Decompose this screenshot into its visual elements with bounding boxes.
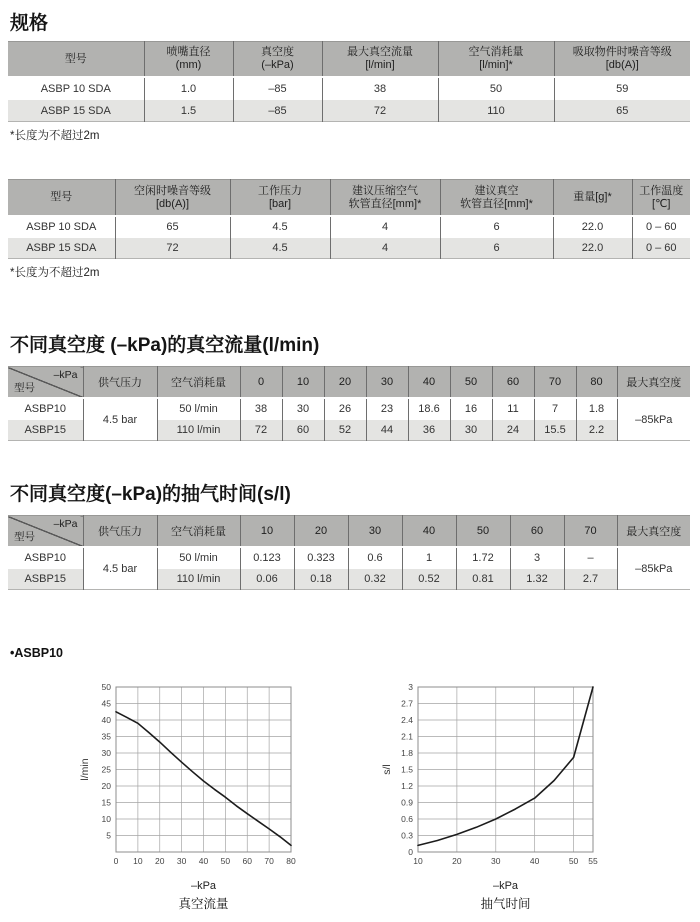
evac-table-header-row: [8, 516, 690, 548]
y-tick-label: 2.4: [401, 715, 413, 725]
y-tick-label: 40: [101, 715, 111, 725]
col-header-model: 型号: [8, 180, 115, 217]
cell: 50: [438, 77, 554, 100]
cell: 3: [510, 547, 564, 569]
y-tick-label: 45: [101, 698, 111, 709]
table-row: [8, 77, 690, 100]
cell-model: ASBP15: [8, 569, 83, 590]
cell: 0.323: [294, 547, 348, 569]
col-header-kpa: 10: [282, 367, 324, 399]
cell: 0.81: [456, 569, 510, 590]
y-tick-label: 0.9: [401, 797, 413, 808]
y-tick-label: 35: [101, 731, 111, 742]
cell: 110: [438, 100, 554, 122]
y-axis-label: s/l: [381, 764, 393, 775]
vacuum-flow-plot: [71, 680, 323, 872]
cell: 38: [240, 398, 282, 420]
y-tick-label: 3: [408, 682, 413, 692]
x-tick-label: 20: [452, 856, 462, 866]
cell: 11: [492, 398, 534, 420]
y-tick-label: 25: [101, 764, 111, 775]
cell-consumption: 50 l/min: [157, 547, 240, 569]
cell-consumption: 110 l/min: [157, 420, 240, 441]
col-header-nozzle-diameter: 喷嘴直径 (mm): [144, 42, 233, 78]
x-tick-label: 70: [264, 856, 274, 866]
cell: 4: [330, 216, 440, 238]
section-title-evac: 不同真空度(–kPa)的抽气时间(s/l): [10, 484, 291, 505]
col-header-kpa: 10: [240, 516, 294, 548]
col-header-kpa: 50: [450, 367, 492, 399]
spec-table-2-header-row: [8, 180, 690, 217]
x-tick-label: 10: [133, 856, 143, 866]
y-tick-label: 1.8: [401, 748, 413, 758]
evacuation-time-chart: [373, 680, 625, 912]
cell: 6: [440, 216, 553, 238]
y-tick-label: 50: [101, 682, 111, 692]
y-tick-label: 30: [101, 748, 111, 758]
cell: 0 – 60: [632, 216, 690, 238]
col-header-kpa: 70: [534, 367, 576, 399]
col-header-supply-pressure: 供气压力: [83, 516, 157, 548]
cell-model: ASBP15: [8, 420, 83, 441]
cell: 2.2: [576, 420, 617, 441]
cell: 2.7: [564, 569, 617, 590]
spec-table-header-row: [8, 42, 690, 78]
cell: 0.52: [402, 569, 456, 590]
cell: 72: [240, 420, 282, 441]
y-tick-label: 10: [101, 814, 111, 824]
col-header-max-vacuum: 最大真空度: [617, 516, 690, 548]
col-header-kpa: 0: [240, 367, 282, 399]
cell-supply-pressure: 4.5 bar: [83, 547, 157, 590]
cell-model: ASBP10: [8, 547, 83, 569]
y-tick-label: 1.5: [401, 764, 413, 775]
cell: 0.06: [240, 569, 294, 590]
y-axis-label: l/min: [79, 758, 91, 781]
x-tick-label: 40: [529, 856, 540, 866]
vacuum-flow-table: [8, 366, 690, 441]
diagonal-header-model-kpa: –kPa 型号: [8, 367, 83, 399]
footnote: *长度为不超过2m: [10, 130, 100, 142]
col-header-kpa: 50: [456, 516, 510, 548]
cell: 1.5: [144, 100, 233, 122]
cell: 1.32: [510, 569, 564, 590]
cell: –85: [233, 77, 322, 100]
col-header-noise-pickup: 吸取物件时噪音等级 [db(A)]: [554, 42, 690, 78]
cell: 7: [534, 398, 576, 420]
cell-max-vacuum: –85kPa: [617, 547, 690, 590]
col-header-max-flow: 最大真空流量 [l/min]: [322, 42, 438, 78]
cell: 23: [366, 398, 408, 420]
x-tick-label: 50: [220, 856, 231, 866]
col-header-kpa: 80: [576, 367, 617, 399]
col-header-kpa: 60: [510, 516, 564, 548]
col-header-kpa: 20: [324, 367, 366, 399]
cell: 1: [402, 547, 456, 569]
cell: 4.5: [230, 216, 330, 238]
cell: 0.123: [240, 547, 294, 569]
cell: 18.6: [408, 398, 450, 420]
col-header-weight: 重量[g]*: [553, 180, 632, 217]
col-header-kpa: 70: [564, 516, 617, 548]
col-header-vacuum: 真空度 (–kPa): [233, 42, 322, 78]
col-header-model: 型号: [8, 42, 144, 78]
x-tick-label: 55: [588, 856, 598, 866]
cell: 65: [554, 100, 690, 122]
section-title-spec: 规格: [10, 13, 49, 34]
diagonal-header-model-kpa: –kPa 型号: [8, 516, 83, 548]
cell: 30: [282, 398, 324, 420]
charts-row: [8, 680, 690, 912]
cell-model: ASBP 10 SDA: [8, 216, 115, 238]
evacuation-time-curve: [418, 687, 593, 845]
col-header-kpa: 40: [408, 367, 450, 399]
y-tick-label: 0.3: [401, 830, 413, 841]
cell: 59: [554, 77, 690, 100]
cell-max-vacuum: –85kPa: [617, 398, 690, 441]
table-row: [8, 216, 690, 238]
y-tick-label: 2.7: [401, 698, 413, 709]
cell: 15.5: [534, 420, 576, 441]
y-tick-label: 0.6: [401, 814, 413, 824]
col-header-air-consumption: 空气消耗量 [l/min]*: [438, 42, 554, 78]
y-tick-label: 5: [106, 830, 111, 841]
cell: 1.0: [144, 77, 233, 100]
table-row: [8, 100, 690, 122]
cell: 0 – 60: [632, 238, 690, 259]
table-row: [8, 398, 690, 420]
cell: 6: [440, 238, 553, 259]
cell: 1.72: [456, 547, 510, 569]
cell: 36: [408, 420, 450, 441]
spec-table: [8, 41, 690, 122]
spec-table-2: [8, 179, 690, 259]
x-tick-label: 60: [242, 856, 252, 866]
flow-table-header-row: [8, 367, 690, 399]
chart-caption: 真空流量: [178, 897, 229, 911]
x-tick-label: 30: [491, 856, 501, 866]
footnote: *长度为不超过2m: [10, 267, 100, 279]
col-header-working-pressure: 工作压力 [bar]: [230, 180, 330, 217]
x-tick-label: 30: [176, 856, 187, 866]
cell: 4.5: [230, 238, 330, 259]
cell: 0.18: [294, 569, 348, 590]
cell-model: ASBP 10 SDA: [8, 77, 144, 100]
cell-consumption: 110 l/min: [157, 569, 240, 590]
cell: 1.8: [576, 398, 617, 420]
x-tick-label: 80: [286, 856, 296, 866]
col-header-kpa: 40: [402, 516, 456, 548]
cell-supply-pressure: 4.5 bar: [83, 398, 157, 441]
cell: 38: [322, 77, 438, 100]
col-header-kpa: 30: [348, 516, 402, 548]
x-tick-label: 0: [113, 856, 119, 866]
vacuum-flow-chart: [71, 680, 323, 912]
cell: 16: [450, 398, 492, 420]
chart-caption: 抽气时间: [480, 897, 531, 911]
cell: –: [564, 547, 617, 569]
model-label-asbp10: •ASBP10: [10, 646, 64, 660]
y-tick-label: 1.2: [401, 781, 413, 791]
col-header-max-vacuum: 最大真空度: [617, 367, 690, 399]
evacuation-time-table: [8, 515, 690, 590]
col-header-supply-pressure: 供气压力: [83, 367, 157, 399]
cell: 4: [330, 238, 440, 259]
col-header-compressed-air-hose: 建议压缩空气 软管直径[mm]*: [330, 180, 440, 217]
y-tick-label: 0: [408, 847, 413, 857]
cell-model: ASBP 15 SDA: [8, 100, 144, 122]
col-header-working-temp: 工作温度 [℃]: [632, 180, 690, 217]
col-header-kpa: 60: [492, 367, 534, 399]
cell: 24: [492, 420, 534, 441]
y-tick-label: 20: [101, 781, 111, 791]
cell: 60: [282, 420, 324, 441]
cell: 30: [450, 420, 492, 441]
cell-model: ASBP 15 SDA: [8, 238, 115, 259]
x-tick-label: 10: [413, 856, 423, 866]
cell: 0.6: [348, 547, 402, 569]
evacuation-time-plot: [373, 680, 625, 872]
cell-consumption: 50 l/min: [157, 398, 240, 420]
cell: 22.0: [553, 238, 632, 259]
cell: 72: [322, 100, 438, 122]
y-tick-label: 2.1: [401, 731, 413, 742]
x-tick-label: 50: [568, 856, 579, 866]
cell: 22.0: [553, 216, 632, 238]
col-header-kpa: 20: [294, 516, 348, 548]
col-header-vacuum-hose: 建议真空 软管直径[mm]*: [440, 180, 553, 217]
col-header-air-consumption: 空气消耗量: [157, 516, 240, 548]
cell: –85: [233, 100, 322, 122]
table-row: [8, 238, 690, 259]
col-header-air-consumption: 空气消耗量: [157, 367, 240, 399]
section-title-flow: 不同真空度 (–kPa)的真空流量(l/min): [10, 335, 320, 356]
cell-model: ASBP10: [8, 398, 83, 420]
col-header-kpa: 30: [366, 367, 408, 399]
cell: 52: [324, 420, 366, 441]
cell: 72: [115, 238, 230, 259]
col-header-idle-noise: 空闲时噪音等级 [db(A)]: [115, 180, 230, 217]
y-tick-label: 15: [101, 797, 111, 808]
table-row: [8, 547, 690, 569]
cell: 0.32: [348, 569, 402, 590]
cell: 44: [366, 420, 408, 441]
chart-x-axis-label: –kPa: [190, 880, 217, 892]
cell: 65: [115, 216, 230, 238]
x-tick-label: 40: [198, 856, 209, 866]
x-tick-label: 20: [155, 856, 165, 866]
chart-x-axis-label: –kPa: [492, 880, 519, 892]
cell: 26: [324, 398, 366, 420]
